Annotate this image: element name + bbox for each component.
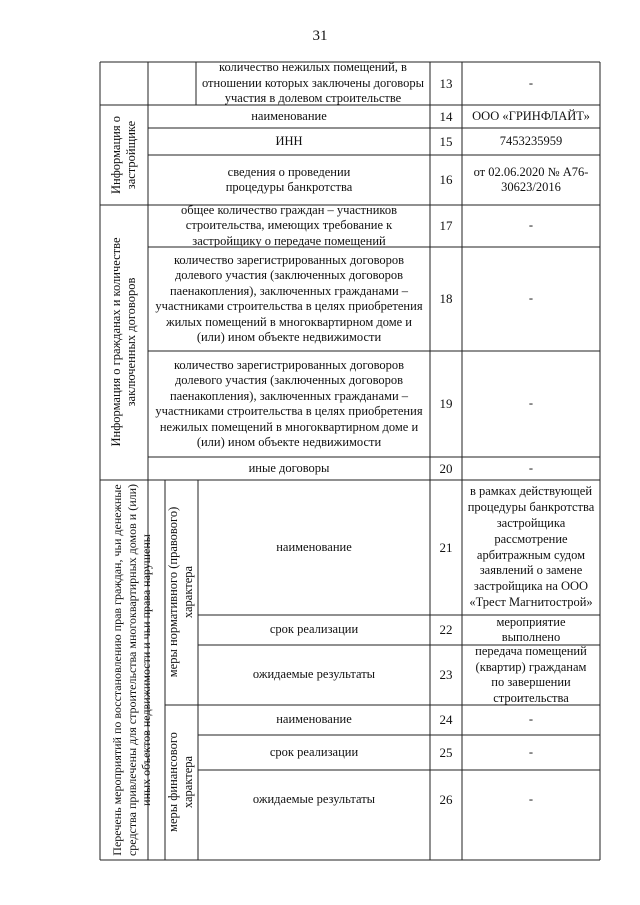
row-label: наименование <box>276 712 352 727</box>
row-number: 24 <box>439 712 453 728</box>
row-number: 23 <box>439 667 453 683</box>
row-label: ИНН <box>275 133 303 148</box>
row-value: - <box>528 460 534 475</box>
row-value: - <box>528 744 534 759</box>
row-value: - <box>528 712 534 727</box>
row-number: 15 <box>439 133 453 149</box>
row-number: 13 <box>439 75 453 91</box>
row-number: 14 <box>439 108 453 124</box>
row-label: ожидаемые результаты <box>252 792 376 807</box>
row-number: 19 <box>439 396 453 412</box>
row-number: 21 <box>439 539 453 555</box>
row-value: ООО «ГРИНФЛАЙТ» <box>472 108 590 123</box>
row-value: - <box>528 792 534 807</box>
row-label: количество зарегистрированных договоров долевого участия (заключенных договоров паенакопления), заключенных гражданами – участниками строительства в целях приобретения жилых помещений в многоквартирном доме и (или) ином объекте недвижимости <box>155 252 423 344</box>
row-label: срок реализации <box>269 622 359 637</box>
row-label: ожидаемые результаты <box>252 667 376 682</box>
row-label: общее количество граждан – участников строительства, имеющих требование к застройщику о передаче помещений <box>181 202 397 248</box>
row-label: наименование <box>276 539 352 554</box>
row-number: 16 <box>439 172 453 188</box>
row-label: наименование <box>251 108 327 123</box>
row-value: - <box>528 75 534 90</box>
row-value: от 02.06.2020 № А76-30623/2016 <box>473 164 589 194</box>
row-label: сведения о проведении процедуры банкротства <box>225 164 353 194</box>
row-number: 22 <box>439 622 453 638</box>
group-citizens-info: Информация о гражданах и количестве заключенных договоров <box>108 237 138 447</box>
row-label: количество зарегистрированных договоров долевого участия (заключенных договоров паенакопления), заключенных гражданами – участниками строительства в целях приобретения нежилых помещений в многоквартирном доме и (или) ином объекте недвижимости <box>155 357 423 449</box>
row-number: 18 <box>439 291 453 307</box>
row-number: 26 <box>439 792 453 808</box>
row-label: иные договоры <box>248 460 330 475</box>
page-number: 31 <box>312 28 328 44</box>
row-value: - <box>528 291 534 306</box>
group-measures-list: Перечень мероприятий по восстановлению прав граждан, чьи денежные средства привлечены для строительства многоквартирных домов и (или) иных объектов недвижимости и чьи права нарушены <box>110 483 154 857</box>
row-value: 7453235959 <box>499 133 563 148</box>
row-label: срок реализации <box>269 744 359 759</box>
group-developer-info: Информация о застройщике <box>108 116 138 195</box>
row-number: 17 <box>439 218 453 234</box>
row-value: мероприятие выполнено <box>496 614 566 644</box>
row-value: передача помещений (квартир) гражданам по завершении строительства <box>475 644 587 705</box>
row-value: - <box>528 218 534 233</box>
row-label: количество нежилых помещений, в отношении которых заключены договоры участия в долевом строительстве <box>201 60 425 106</box>
group-legal-measures: меры нормативного (правового) характера <box>165 506 195 678</box>
row-value: в рамках действующей процедуры банкротства застройщика рассмотрение арбитражным судом заявлений о замене застройщика на ООО «Трест Магнитострой» <box>467 484 595 609</box>
group-financial-measures: меры финансового характера <box>165 732 195 832</box>
row-number: 20 <box>439 460 453 476</box>
row-value: - <box>528 396 534 411</box>
row-number: 25 <box>439 744 453 760</box>
